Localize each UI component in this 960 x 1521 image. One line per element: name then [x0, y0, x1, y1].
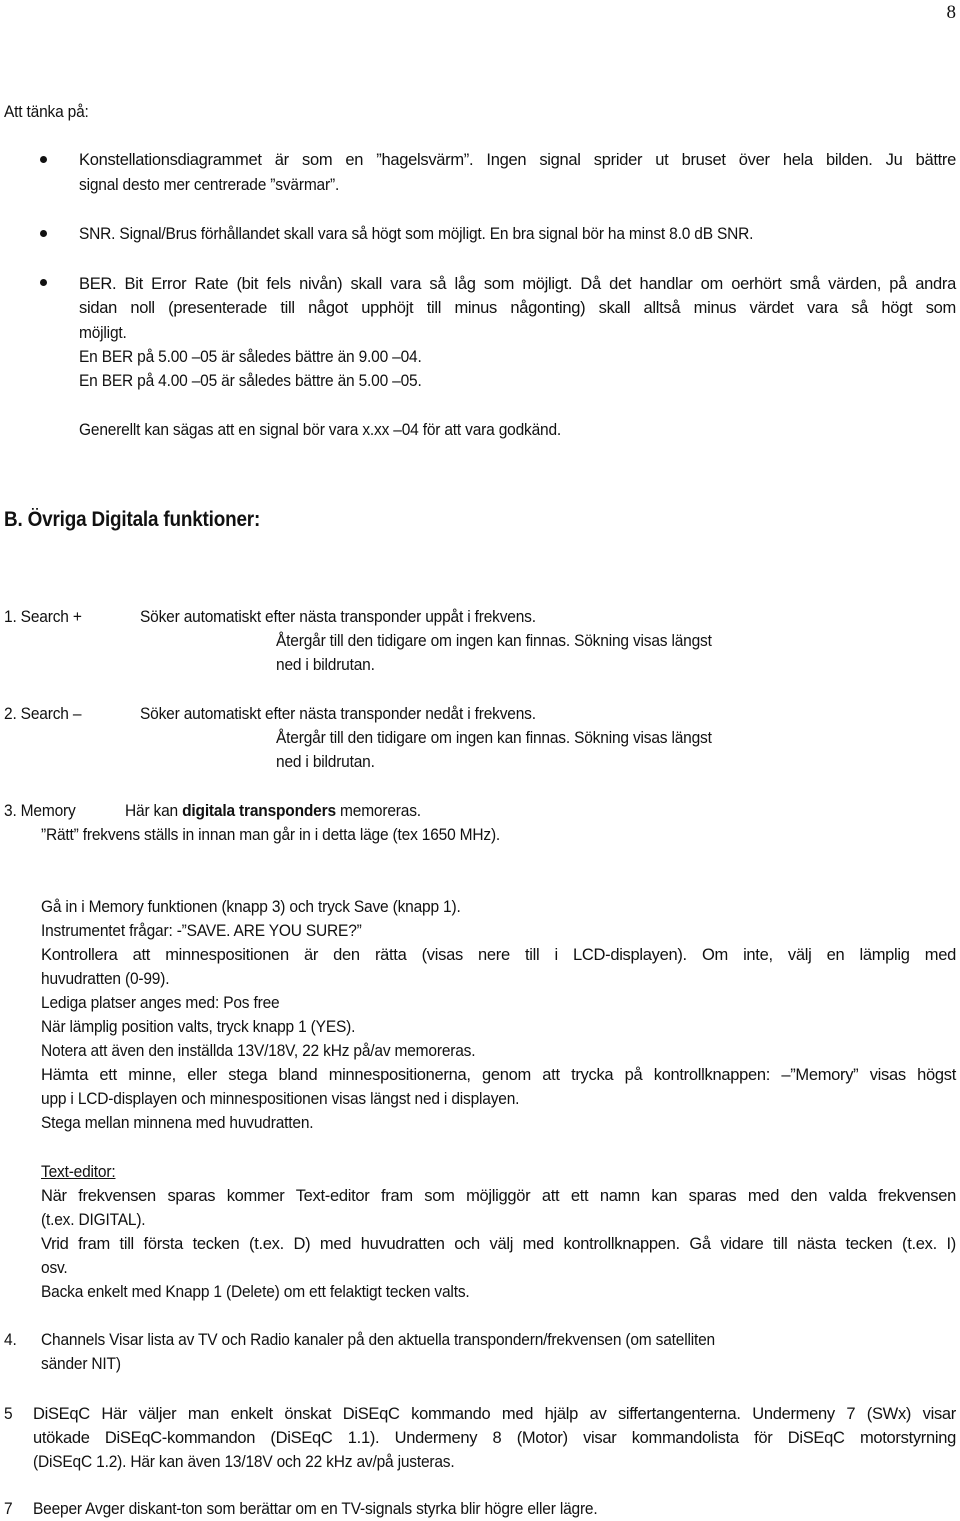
memory-line-6: När lämplig position valts, tryck knapp 1 (YES).: [41, 1018, 356, 1036]
bullet-1-line-2: signal desto mer centrerade ”svärmar”.: [79, 176, 340, 194]
text-editor-line-4: osv.: [41, 1259, 68, 1277]
memory-line-7: Notera att även den inställda 13V/18V, 22 kHz på/av memoreras.: [41, 1042, 476, 1060]
item-2-line-2: Återgår till den tidigare om ingen kan finnas. Sökning visas längst: [276, 729, 712, 747]
item-5-line-1: DiSEqC Här väljer man enkelt önskat DiSEqC kommando med hjälp av siffertangenterna. Undermeny 7 (SWx) visar: [33, 1405, 956, 1423]
bullet-1-line-1: Konstellationsdiagrammet är som en ”hagelsvärm”. Ingen signal sprider ut bruset över hela bilden. Ju bättre: [79, 151, 956, 169]
item-5-line-2: utökade DiSEqC-kommandon (DiSEqC 1.1). Undermeny 8 (Motor) visar kommandolista för DiSEqC motorstyrning: [33, 1429, 956, 1447]
memory-line-9: upp i LCD-displayen och minnespositionen visas längst ned i displayen.: [41, 1090, 520, 1108]
bullet-3-line-4: En BER på 5.00 –05 är således bättre än 9.00 –04.: [79, 348, 422, 366]
memory-line-8: Hämta ett minne, eller stega bland minnespositionerna, genom att trycka på kontrollknappen: –”Memory” visas högst: [41, 1066, 956, 1084]
text-editor-line-5: Backa enkelt med Knapp 1 (Delete) om ett felaktigt tecken valts.: [41, 1283, 470, 1301]
bullet-dot: [40, 279, 47, 286]
item-3-bold: digitala transponders: [182, 802, 336, 820]
item-5-number: 5: [4, 1405, 13, 1423]
item-1-line-1: Söker automatiskt efter nästa transponder uppåt i frekvens.: [140, 608, 536, 626]
bullet-dot: [40, 230, 47, 237]
memory-line-4: huvudratten (0-99).: [41, 970, 170, 988]
text-editor-title: Text-editor:: [41, 1163, 116, 1181]
bullet-3-line-6: Generellt kan sägas att en signal bör vara x.xx –04 för att vara godkänd.: [79, 421, 562, 439]
item-1-line-3: ned i bildrutan.: [276, 656, 375, 674]
section-heading: B. Övriga Digitala funktioner:: [4, 508, 261, 531]
item-2-line-1: Söker automatiskt efter nästa transponder nedåt i frekvens.: [140, 705, 536, 723]
item-4-number: 4.: [4, 1331, 17, 1349]
memory-line-2: Instrumentet frågar: -”SAVE. ARE YOU SURE?”: [41, 922, 362, 940]
memory-line-3: Kontrollera att minnespositionen är den rätta (visas nere till i LCD-displayen). Om inte, välj en lämplig med: [41, 946, 956, 964]
item-3-line-1: [125, 800, 421, 822]
item-2-line-3: ned i bildrutan.: [276, 753, 375, 771]
item-3-pre: Här kan: [125, 802, 183, 820]
intro-label: Att tänka på:: [4, 103, 89, 121]
bullet-3-line-2: sidan noll (presenterade till något upphöjt till minus någonting) skall alltså minus värdet vara så högt som: [79, 299, 956, 317]
memory-line-1: Gå in i Memory funktionen (knapp 3) och tryck Save (knapp 1).: [41, 898, 461, 916]
text-editor-line-1: När frekvensen sparas kommer Text-editor fram som möjliggör att ett namn kan sparas med den valda frekvensen: [41, 1187, 956, 1205]
bullet-dot: [40, 156, 47, 163]
bullet-2-text: SNR. Signal/Brus förhållandet skall vara så högt som möjligt. En bra signal bör ha minst 8.0 dB SNR.: [79, 225, 754, 243]
item-3-line-2: ”Rätt” frekvens ställs in innan man går in i detta läge (tex 1650 MHz).: [41, 826, 501, 844]
item-3-post: memoreras.: [335, 802, 421, 820]
item-2-label: 2. Search –: [4, 705, 82, 723]
page-number: 8: [946, 2, 956, 23]
item-4-line-1: Channels Visar lista av TV och Radio kanaler på den aktuella transpondern/frekvensen (om satelliten: [41, 1331, 715, 1349]
memory-line-10: Stega mellan minnena med huvudratten.: [41, 1114, 314, 1132]
item-1-label: 1. Search +: [4, 608, 82, 626]
bullet-3-line-5: En BER på 4.00 –05 är således bättre än 5.00 –05.: [79, 372, 422, 390]
bullet-3-line-1: BER. Bit Error Rate (bit fels nivån) skall vara så låg som möjligt. Då det handlar om oerhört små värden, på andra: [79, 275, 956, 293]
text-editor-line-3: Vrid fram till första tecken (t.ex. D) med huvudratten och välj med kontrollknappen. Gå vidare till nästa tecken (t.ex. I): [41, 1235, 956, 1253]
item-5-line-3: (DiSEqC 1.2). Här kan även 13/18V och 22 kHz av/på justeras.: [33, 1453, 455, 1471]
memory-line-5: Lediga platser anges med: Pos free: [41, 994, 280, 1012]
item-4-line-2: sänder NIT): [41, 1355, 121, 1373]
item-7-line-1: Beeper Avger diskant-ton som berättar om en TV-signals styrka blir högre eller lägre.: [33, 1500, 598, 1518]
item-1-line-2: Återgår till den tidigare om ingen kan finnas. Sökning visas längst: [276, 632, 712, 650]
item-7-number: 7: [4, 1500, 13, 1518]
bullet-3-line-3: möjligt.: [79, 324, 127, 342]
text-editor-line-2: (t.ex. DIGITAL).: [41, 1211, 146, 1229]
item-3-label: 3. Memory: [4, 802, 76, 820]
